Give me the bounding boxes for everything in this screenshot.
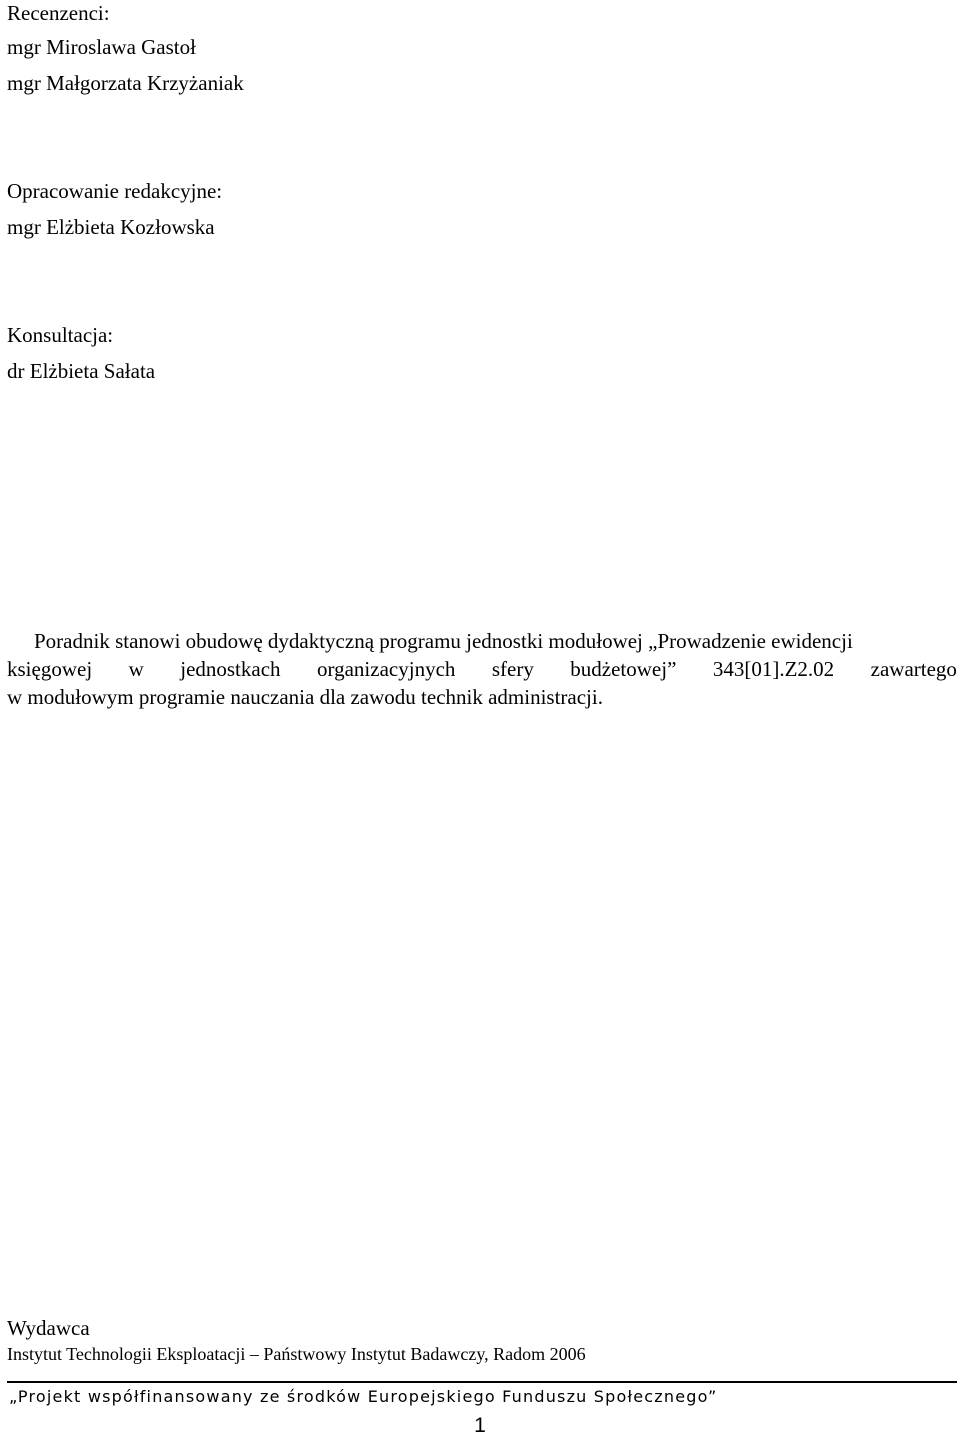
consultation-heading: Konsultacja: <box>7 323 114 347</box>
reviewer-name: mgr Małgorzata Krzyżaniak <box>7 71 244 95</box>
reviewers-heading: Recenzenci: <box>7 1 110 25</box>
description-word: księgowej <box>7 657 93 681</box>
description-word: sfery <box>491 657 534 681</box>
consultant-name: dr Elżbieta Sałata <box>7 359 156 383</box>
description-word: w <box>128 657 144 681</box>
description-word: organizacyjnych <box>317 657 456 681</box>
description-word: 343[01].Z2.02 <box>712 657 835 681</box>
description-paragraph <box>7 627 957 711</box>
publisher-name: Instytut Technologii Eksploatacji – Państwowy Instytut Badawczy, Radom 2006 <box>7 1344 586 1364</box>
editorial-heading: Opracowanie redakcyjne: <box>7 179 223 203</box>
description-word: zawartego <box>870 657 957 681</box>
publisher-heading: Wydawca <box>7 1316 90 1340</box>
description-line: w modułowym programie nauczania dla zawodu technik administracji. <box>7 685 603 709</box>
reviewer-name: mgr Miroslawa Gastoł <box>7 35 196 59</box>
description-line <box>7 655 957 683</box>
page-number: 1 <box>474 1414 486 1437</box>
description-line: Poradnik stanowi obudowę dydaktyczną programu jednostki modułowej „Prowadzenie ewidencji <box>34 629 853 653</box>
footer-divider <box>7 1381 957 1383</box>
editor-name: mgr Elżbieta Kozłowska <box>7 215 215 239</box>
description-word: budżetowej” <box>570 657 677 681</box>
funding-note: „Projekt współfinansowany ze środków Europejskiego Funduszu Społecznego” <box>9 1387 718 1406</box>
description-word: jednostkach <box>180 657 281 681</box>
